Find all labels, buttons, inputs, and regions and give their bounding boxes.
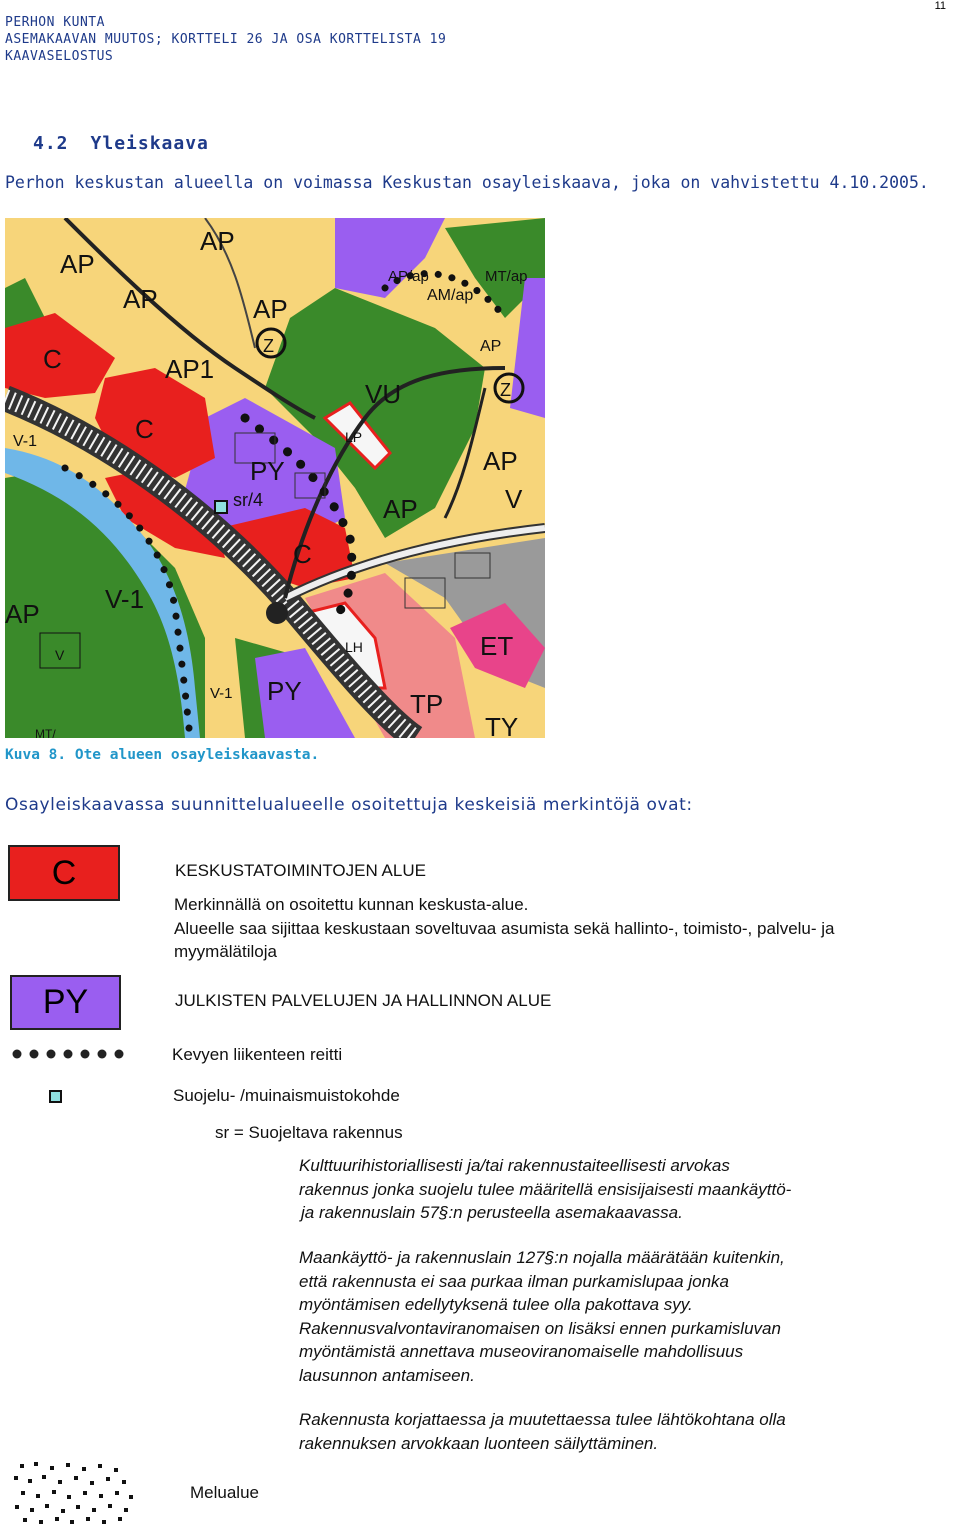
map-label: sr/4 (233, 490, 264, 510)
map-label: PY (267, 676, 302, 706)
legend-protect-label: Suojelu- /muinaismuistokohde (173, 1086, 400, 1105)
map-label: V (55, 647, 65, 663)
map-label: MT/ (35, 727, 56, 738)
header-plan-title: ASEMAKAAVAN MUUTOS; KORTTELI 26 JA OSA KORTTELISTA 19 (5, 32, 447, 47)
map-label: C (293, 539, 312, 569)
map-label: LP (345, 429, 363, 445)
legend-sr-label: sr = Suojeltava rakennus (215, 1123, 403, 1142)
header-document-type: KAAVASELOSTUS (5, 49, 114, 64)
map-label: TY (485, 712, 519, 738)
legend-py-title: JULKISTEN PALVELUJEN JA HALLINNON ALUE (175, 991, 552, 1010)
legend-c-desc: myymälätiloja (174, 942, 277, 961)
legend-noise-label: Melualue (190, 1483, 259, 1502)
paragraph-line: rakennus jonka suojelu tulee määritellä ensisijaisesti maankäyttö- (299, 1179, 792, 1199)
legend-intro: Osayleiskaavassa suunnittelualueelle osoitettuja keskeisiä merkintöjä ovat: (5, 795, 693, 815)
map-label: AP (483, 446, 518, 476)
paragraph-line: että rakennusta ei saa purkaa ilman purkamislupaa jonka (299, 1271, 729, 1291)
map-label: V-1 (210, 685, 233, 702)
map-label: TP (410, 689, 444, 719)
legend-route-label: Kevyen liikenteen reitti (172, 1045, 343, 1064)
paragraph-line: Maankäyttö- ja rakennuslain 127§:n nojalla määrätään kuitenkin, (299, 1248, 785, 1267)
figure-caption: Kuva 8. Ote alueen osayleiskaavasta. (5, 747, 320, 763)
map-label: V-1 (105, 584, 145, 614)
map-label: LH (345, 639, 363, 655)
paragraph-line: myöntämisen edellytyksenä tulee olla pakottava syy. (299, 1295, 693, 1314)
section-title: Yleiskaava (90, 133, 209, 154)
map-label: AP (200, 226, 235, 256)
paragraph-line: rakennuksen arvokkaan luonteen säilyttäminen. (299, 1433, 659, 1453)
map-label: AM/ap (427, 287, 474, 304)
map-label: C (135, 414, 154, 444)
paragraph-line: Rakennusta korjattaessa ja muutettaessa tulee lähtökohtana olla (299, 1410, 786, 1429)
legend-c-desc: Alueelle saa sijittaa keskustaan soveltuvaa asumista sekä hallinto-, toimisto-, palvelu- ja (174, 919, 835, 938)
page-number: 11 (934, 0, 946, 12)
map-label: C (43, 344, 62, 374)
paragraph-line: Kulttuurihistoriallisesti ja/tai rakennustaiteellisesti arvokas (299, 1156, 730, 1175)
legend-sr-paragraph-3 (299, 1408, 786, 1455)
map-label: VU (365, 379, 402, 409)
map-label: AP (383, 494, 418, 524)
map-label: AP (480, 338, 502, 355)
legend-symbol-py: PY (10, 975, 121, 1030)
paragraph-line: lausunnon antamiseen. (299, 1365, 475, 1385)
legend-sr-paragraph-2 (299, 1246, 785, 1387)
light-traffic-route-symbol (10, 1046, 125, 1062)
map-label: AP (5, 599, 40, 629)
map-label: AP/ap (388, 268, 429, 285)
master-plan-map (5, 218, 545, 738)
legend-c-title: KESKUSTATOIMINTOJEN ALUE (175, 861, 426, 880)
map-label: PY (250, 456, 285, 486)
paragraph-line: Rakennusvalvontaviranomaisen on lisäksi ennen purkamisluvan (299, 1318, 781, 1338)
map-label: MT/ap (485, 268, 528, 285)
map-svg (5, 218, 545, 738)
legend-c-desc: Merkinnällä on osoitettu kunnan keskusta-alue. (174, 895, 529, 914)
noise-area-symbol (12, 1460, 137, 1526)
protected-site-icon (49, 1090, 62, 1103)
map-label: Z (500, 380, 511, 400)
map-label: AP (60, 249, 95, 279)
map-label: AP1 (165, 354, 215, 384)
paragraph-line: myöntämistä annettava museoviranomaiselle mahdollisuus (299, 1342, 744, 1361)
map-label: V-1 (13, 433, 38, 450)
section-intro: Perhon keskustan alueella on voimassa Keskustan osayleiskaava, joka on vahvistettu 4.10.2005. (5, 173, 929, 192)
map-label: ET (480, 631, 514, 661)
map-label: Z (263, 336, 274, 356)
legend-symbol-c: C (8, 845, 120, 901)
map-label: AP (253, 294, 288, 324)
section-number: 4.2 (33, 133, 69, 154)
map-label: AP (123, 284, 158, 314)
paragraph-line: ja rakennuslain 57§:n perusteella asemakaavassa. (301, 1203, 683, 1222)
section-heading (33, 133, 209, 154)
header-municipality: PERHON KUNTA (5, 15, 105, 30)
map-label: V (505, 484, 523, 514)
legend-sr-paragraph-1 (299, 1154, 791, 1225)
